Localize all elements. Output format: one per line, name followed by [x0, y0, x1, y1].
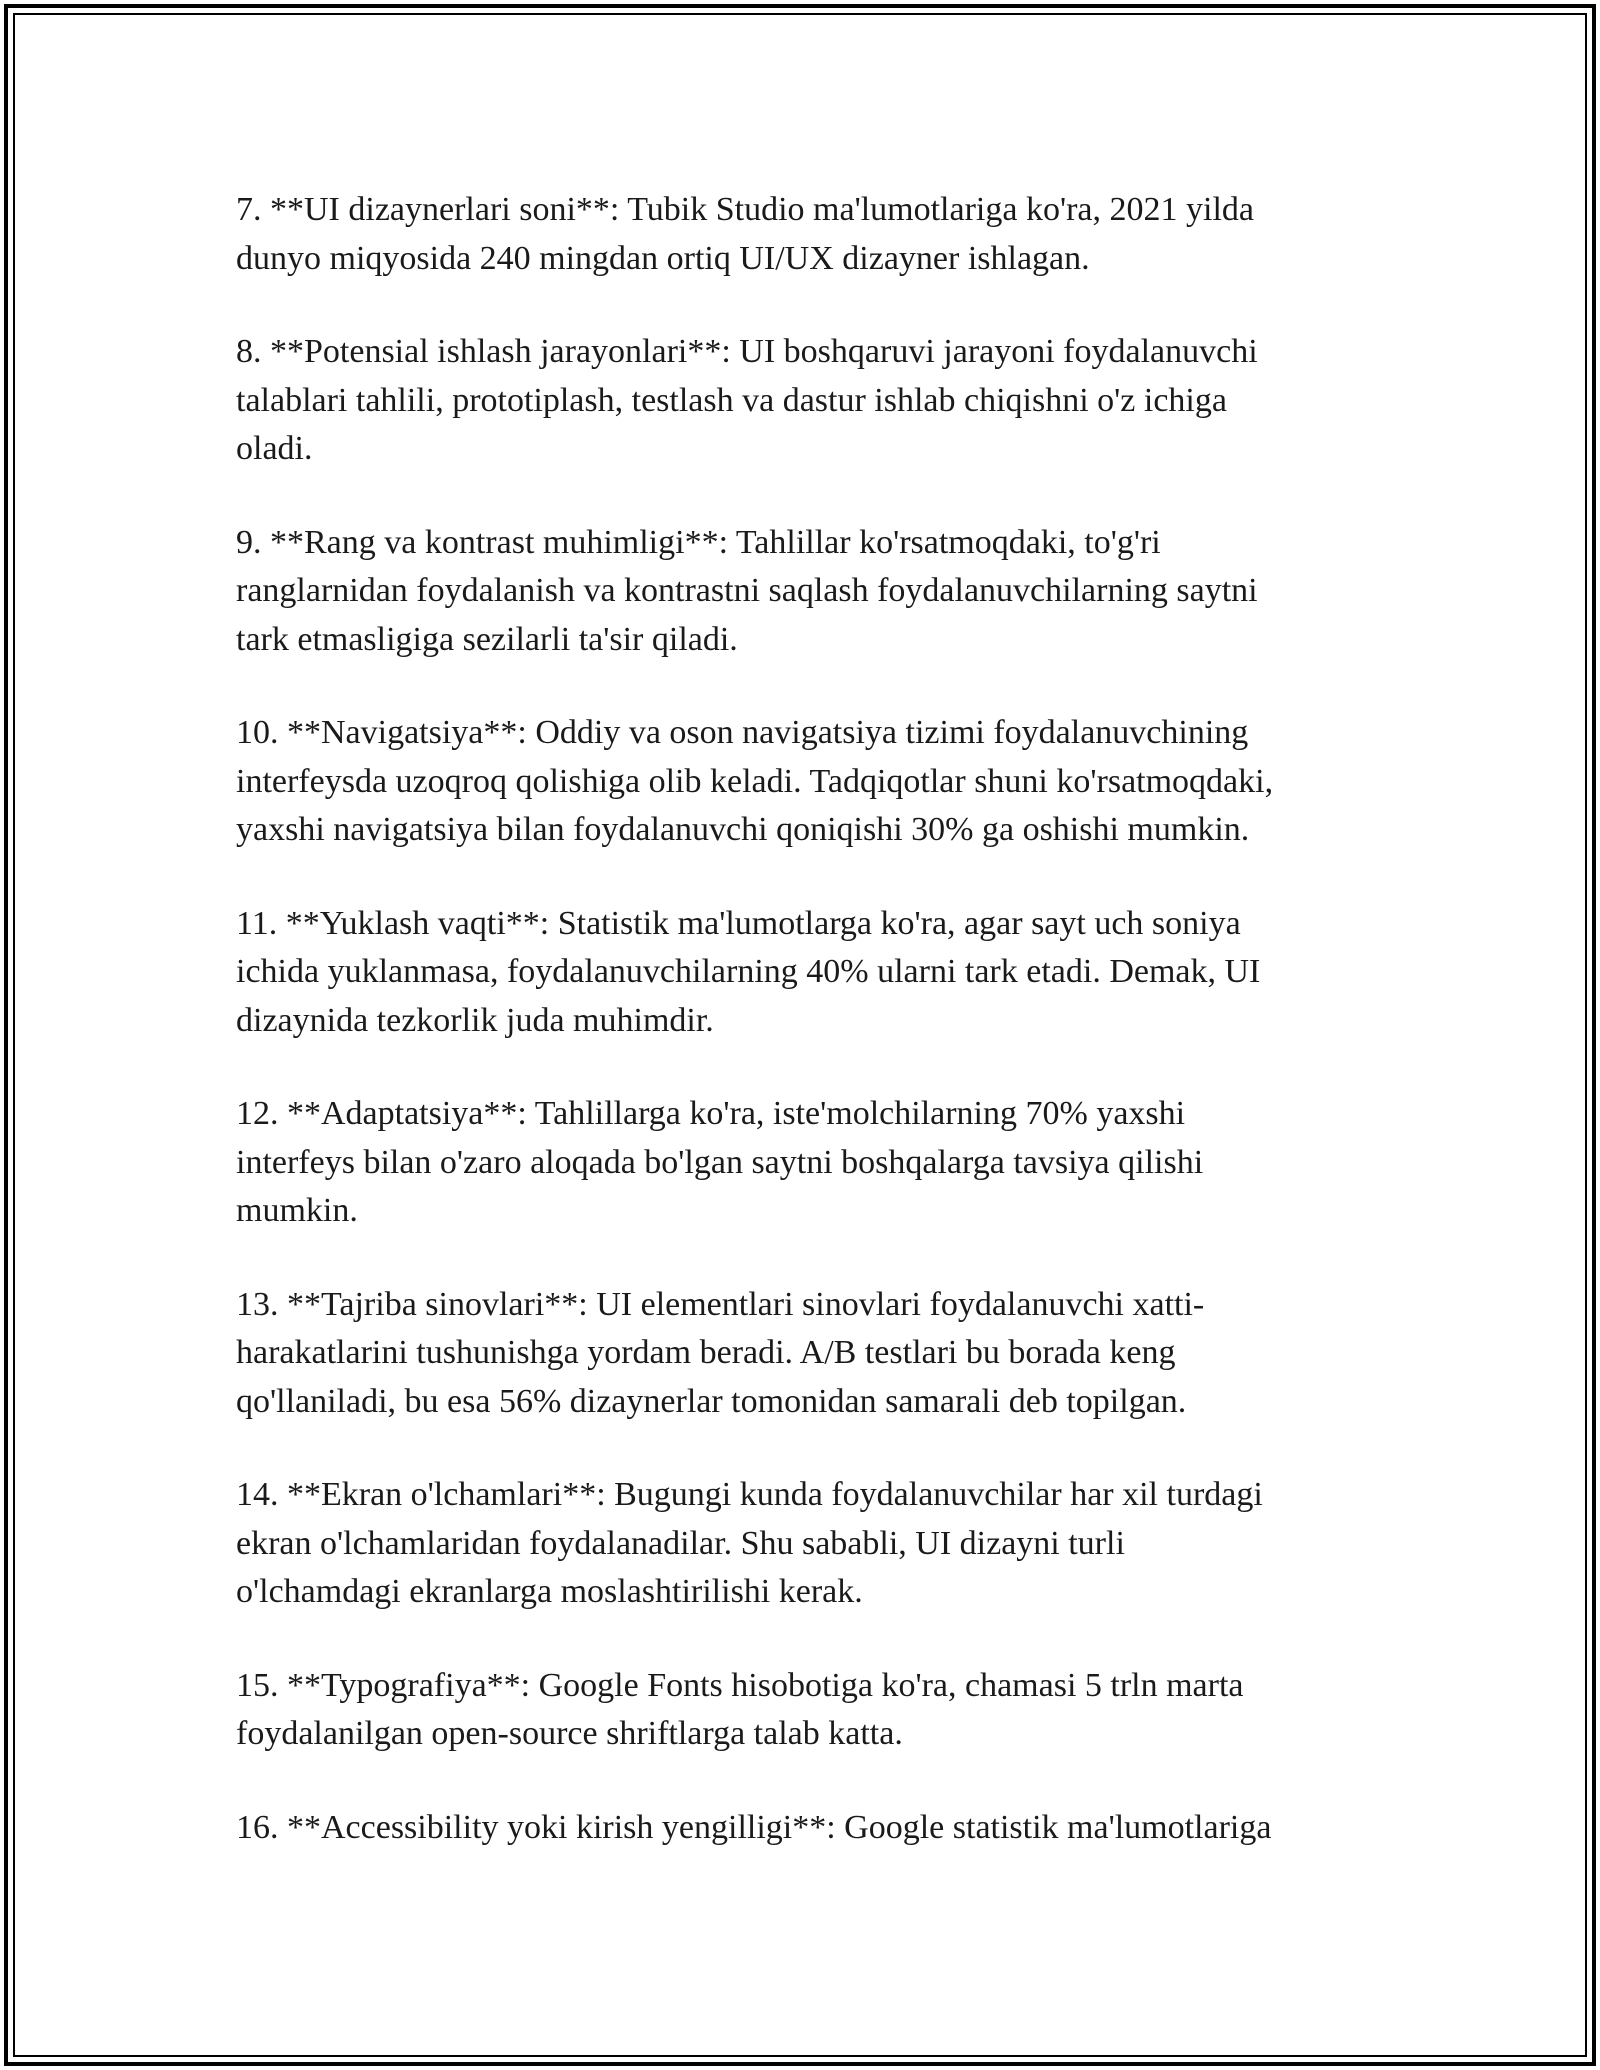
paragraph-13 [236, 1281, 1366, 1427]
text-line: ichida yuklanmasa, foydalanuvchilarning 40% ularni tark etadi. Demak, UI [236, 953, 1261, 990]
text-line: 8. **Potensial ishlash jarayonlari**: UI boshqaruvi jarayoni foydalanuvchi [236, 333, 1258, 370]
text-line: oladi. [236, 430, 313, 467]
text-line: 7. **UI dizaynerlari soni**: Tubik Studio ma'lumotlariga ko'ra, 2021 yilda [236, 191, 1254, 228]
document-body [236, 186, 1366, 1897]
text-line: tark etmasligiga sezilarli ta'sir qiladi. [236, 620, 738, 658]
text-line: 13. **Tajriba sinovlari**: UI elementlari sinovlari foydalanuvchi xatti- [236, 1285, 1205, 1323]
text-line: o'lchamdagi ekranlarga moslashtirilishi kerak. [236, 1573, 863, 1610]
text-line: 14. **Ekran o'lchamlari**: Bugungi kunda foydalanuvchilar har xil turdagi [236, 1476, 1263, 1513]
paragraph-8 [236, 328, 1366, 474]
paragraph-12 [236, 1090, 1366, 1236]
paragraph-9 [236, 519, 1366, 665]
text-line: ekran o'lchamlaridan foydalanadilar. Shu sababli, UI dizayni turli [236, 1524, 1125, 1562]
paragraph-11 [236, 900, 1366, 1046]
text-line: dunyo miqyosida 240 mingdan ortiq UI/UX dizayner ishlagan. [236, 239, 1090, 277]
text-line: qo'llaniladi, bu esa 56% dizaynerlar tomonidan samarali deb topilgan. [236, 1382, 1187, 1420]
text-line: foydalanilgan open-source shriftlarga talab katta. [236, 1715, 903, 1752]
text-line: 9. **Rang va kontrast muhimligi**: Tahlillar ko'rsatmoqdaki, to'g'ri [236, 523, 1161, 561]
text-line: talablari tahlili, prototiplash, testlash va dastur ishlab chiqishni o'z ichiga [236, 381, 1227, 419]
paragraph-10 [236, 709, 1366, 855]
text-line: dizaynida tezkorlik juda muhimdir. [236, 1001, 714, 1039]
text-line: interfeys bilan o'zaro aloqada bo'lgan saytni boshqalarga tavsiya qilishi [236, 1143, 1204, 1181]
text-line: interfeysda uzoqroq qolishiga olib keladi. Tadqiqotlar shuni ko'rsatmoqdaki, [236, 762, 1274, 800]
text-line: harakatlarini tushunishga yordam beradi. A/B testlari bu borada keng [236, 1334, 1176, 1371]
text-line: 12. **Adaptatsiya**: Tahlillarga ko'ra, iste'molchilarning 70% yaxshi [236, 1095, 1186, 1132]
text-line: mumkin. [236, 1192, 358, 1229]
paragraph-14 [236, 1471, 1366, 1617]
paragraph-7 [236, 186, 1366, 283]
text-line: 10. **Navigatsiya**: Oddiy va oson navigatsiya tizimi foydalanuvchining [236, 714, 1249, 751]
paragraph-16 [236, 1804, 1366, 1853]
text-line: yaxshi navigatsiya bilan foydalanuvchi qoniqishi 30% ga oshishi mumkin. [236, 811, 1250, 848]
text-line: 11. **Yuklash vaqti**: Statistik ma'lumotlarga ko'ra, agar sayt uch soniya [236, 904, 1241, 942]
paragraph-15 [236, 1662, 1366, 1759]
text-line: 16. **Accessibility yoki kirish yengilligi**: Google statistik ma'lumotlariga [236, 1808, 1272, 1846]
text-line: 15. **Typografiya**: Google Fonts hisobotiga ko'ra, chamasi 5 trln marta [236, 1666, 1244, 1704]
text-line: ranglarnidan foydalanish va kontrastni saqlash foydalanuvchilarning saytni [236, 572, 1258, 609]
